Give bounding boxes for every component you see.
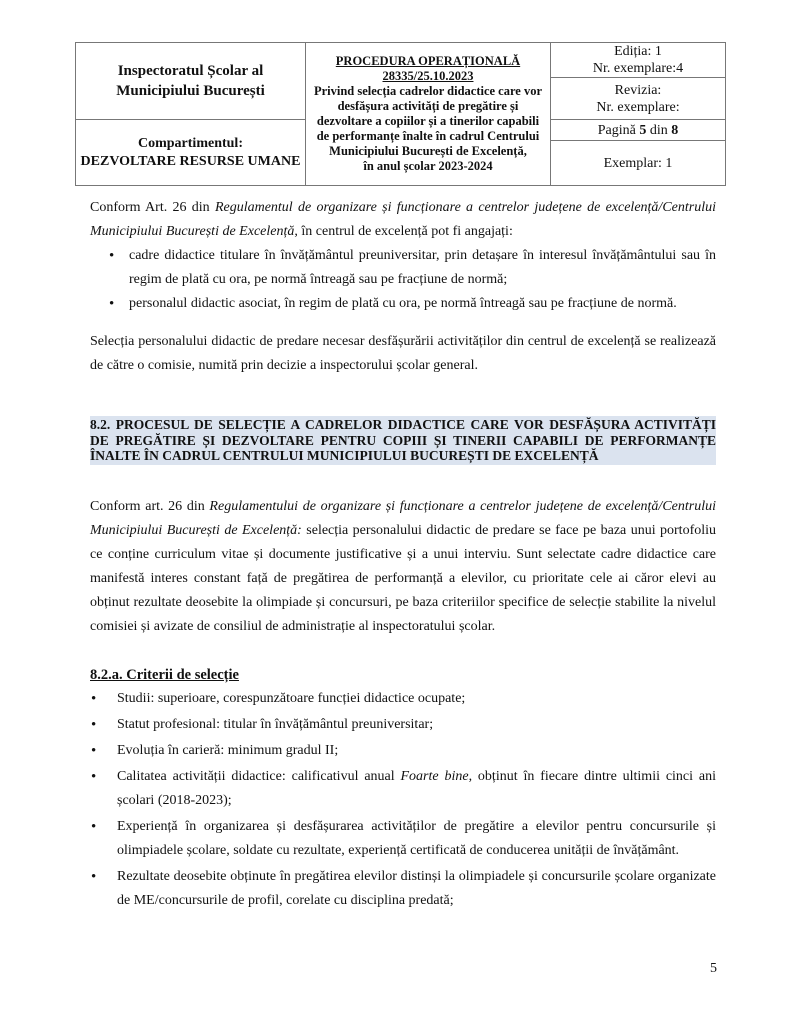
regulation-title: Regulamentul de organizare și funcționare a centrelor județene de excelență/Centrului Municipiului București de Excelență [90,200,716,239]
employment-list [90,244,716,316]
paragraph-intro [90,196,716,244]
revision: Revizia: [614,82,662,98]
department-cell [76,120,306,186]
page-current: 5 [639,122,647,138]
text: , în centrul de excelență pot fi angajați: [294,224,513,239]
department-name: DEZVOLTARE RESURSE UMANE [80,153,301,169]
exemplar-cell: Exemplar: 1 [551,141,726,186]
procedure-number: 28335/25.10.2023 [382,69,474,83]
procedure-info [306,43,551,186]
paragraph-selection [90,495,716,639]
section-heading: 8.2. PROCESUL DE SELECȚIE A CADRELOR DIDACTICE CARE VOR DESFĂȘURA ACTIVITĂȚI DE PREGĂTIRE ȘI DEZVOLTARE PENTRU COPIII ȘI TINERII CAPABILI DE PERFORMANȚE ÎNALTE ÎN CADRUL CENTRULUI MUNICIPIULUI BUCUREȘTI DE EXCELENȚĂ [90,417,716,463]
revision-copies: Nr. exemplare: [596,99,680,115]
list-item: • Studii: superioare, corespunzătoare funcției didactice ocupate; [90,687,716,711]
edition-cell [551,43,726,78]
document-body [90,196,716,913]
page-total: 8 [671,122,679,138]
text: Calitatea activității didactice: calificativul anual [117,768,401,784]
text: Conform Art. 26 din [90,200,215,215]
page-label: Pagină [597,122,636,138]
criteria-list [90,687,716,913]
procedure-description: Privind selecția cadrelor didactice care vor desfășura activități de pregătire și dezvoltare a copiilor și a tinerilor capabili de performanțe înalte în cadrul Centrului Municipiului București de Excelență, [313,84,543,158]
text: Conform art. 26 din [90,498,210,514]
department-label: Compartimentul: [138,135,243,151]
paragraph-commission: Selecția personalului didactic de predare necesar desfășurării activităților din centrul de excelență se realizează de către o comisie, numită prin decizie a inspectorului școlar general. [90,334,716,373]
page-cell [551,120,726,141]
list-item [90,765,716,813]
rating: Foarte bine [400,768,469,784]
list-item: • Statut profesional: titular în învățământul preuniversitar; [90,713,716,737]
organization-name: Inspectoratul Școlar al Municipiului București [76,43,306,120]
subsection-heading: 8.2.a. Criterii de selecție [90,666,239,683]
copies-count: Nr. exemplare:4 [592,61,684,76]
regulation-title: Regulamentului de organizare și funcționare a centrelor județene de excelență/Centrului Municipiului București de Excelență: [90,498,716,538]
text: selecția personalului didactic de predare se face pe baza unui portofoliu ce conține curriculum vitae și documente justificative și a unui interviu. Sunt selectate cadre didactice care manifestă interes constant față de pregătirea de performanță a elevilor, cu prioritate cele ai căror elevi au obținut rezultate deosebite la olimpiade și concursuri, pe baza criteriilor specifice de selecție stabilite la nivelul comisiei și avizate de consiliul de administrație al inspectoratului școlar. [90,522,717,634]
page-number: 5 [710,961,717,976]
revision-cell [551,78,726,120]
edition: Ediția: 1 [614,44,662,59]
procedure-title: PROCEDURA OPERAȚIONALĂ [335,54,521,68]
procedure-year: în anul școlar 2023-2024 [363,159,493,173]
text: , obținut în fiecare dintre ultimii cinci ani școlari (2018-2023); [117,768,717,808]
list-item: • cadre didactice titulare în învățământul preuniversitar, prin detașare în interesul învățământului sau în regim de plată cu ora, pe normă întreagă sau pe fracțiune de normă; [108,244,716,292]
list-item: • personalul didactic asociat, în regim de plată cu ora, pe normă întreagă sau pe fracțiune de normă. [108,292,716,316]
list-item: • Rezultate deosebite obținute în pregătirea elevilor distinși la olimpiadele și concursurile școlare organizate de ME/concursurile de profil, corelate cu disciplina predată; [90,865,716,913]
page-of: din [649,122,668,138]
list-item: • Evoluția în carieră: minimum gradul II; [90,739,716,763]
document-header-table [75,42,726,186]
list-item: • Experiență în organizarea și desfășurarea activităților de pregătire a elevilor pentru concursurile și olimpiadele școlare, soldate cu rezultate, experiență certificată de conducerea unității de învățământ. [90,815,716,863]
